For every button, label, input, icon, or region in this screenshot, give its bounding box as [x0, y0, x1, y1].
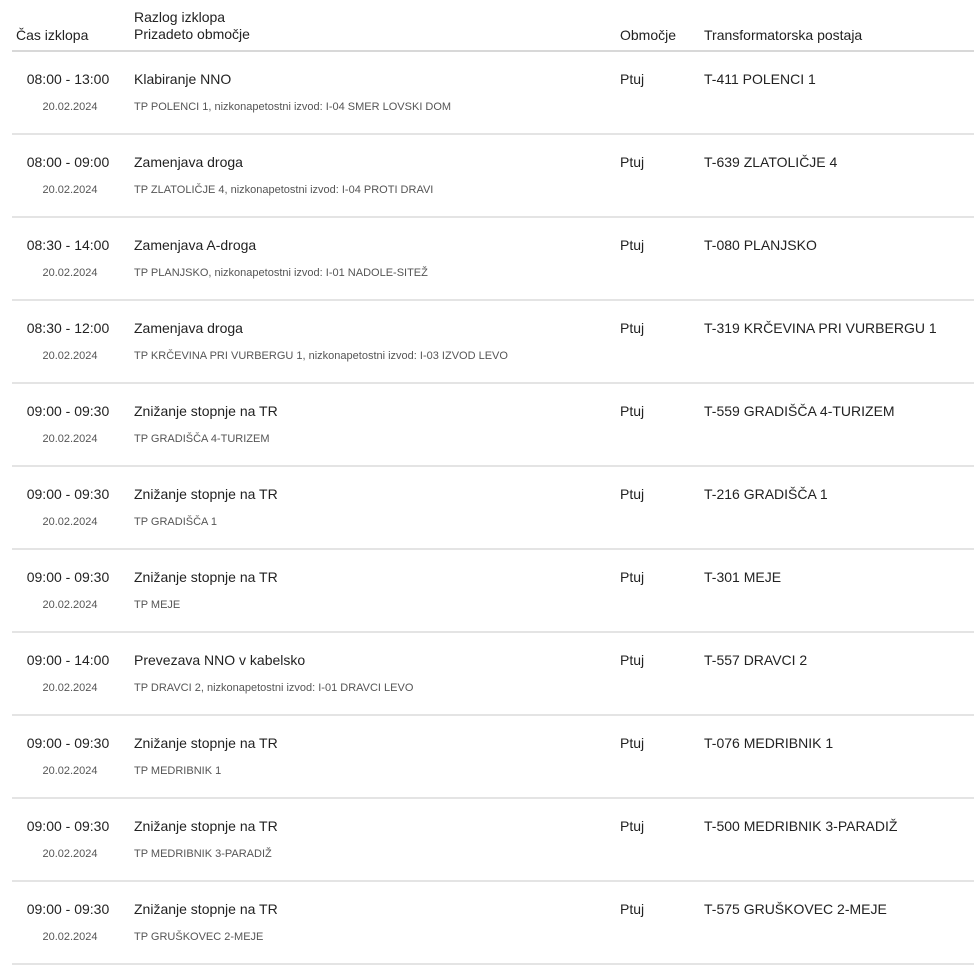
region: Ptuj: [620, 403, 645, 419]
affected-area: TP GRUŠKOVEC 2-MEJE: [134, 931, 264, 943]
region: Ptuj: [620, 818, 645, 834]
outage-reason: Klabiranje NNO: [134, 71, 232, 87]
header-reason-group: [134, 9, 250, 43]
outage-reason: Znižanje stopnje na TR: [134, 403, 278, 419]
table-row: [12, 882, 974, 965]
affected-area: TP MEDRIBNIK 3-PARADIŽ: [134, 848, 272, 860]
table-row: [12, 135, 974, 218]
region: Ptuj: [620, 154, 645, 170]
transformer-station: T-216 GRADIŠČA 1: [704, 486, 828, 502]
table-row: [12, 550, 974, 633]
region: Ptuj: [620, 569, 645, 585]
transformer-station: T-500 MEDRIBNIK 3-PARADIŽ: [704, 818, 898, 834]
outage-reason: Zamenjava droga: [134, 320, 243, 336]
affected-area: TP GRADIŠČA 1: [134, 516, 217, 528]
outage-reason: Znižanje stopnje na TR: [134, 486, 278, 502]
outage-date: 20.02.2024: [42, 101, 98, 113]
region: Ptuj: [620, 320, 645, 336]
table-row: [12, 384, 974, 467]
transformer-station: T-411 POLENCI 1: [704, 71, 816, 87]
outage-time: 08:30 - 14:00: [26, 237, 110, 253]
affected-area: TP ZLATOLIČJE 4, nizkonapetostni izvod: I-04 PROTI DRAVI: [134, 184, 434, 196]
region: Ptuj: [620, 652, 645, 668]
table-row: [12, 716, 974, 799]
affected-area: TP POLENCI 1, nizkonapetostni izvod: I-04 SMER LOVSKI DOM: [134, 101, 452, 113]
transformer-station: T-559 GRADIŠČA 4-TURIZEM: [704, 403, 895, 419]
outage-time: 09:00 - 09:30: [26, 569, 110, 585]
table-body: [12, 52, 974, 965]
outage-date: 20.02.2024: [42, 682, 98, 694]
region: Ptuj: [620, 735, 645, 751]
outage-table: [12, 0, 974, 965]
outage-reason: Zamenjava droga: [134, 154, 243, 170]
header-time: Čas izklopa: [16, 27, 89, 43]
transformer-station: T-301 MEJE: [704, 569, 782, 585]
region: Ptuj: [620, 486, 645, 502]
outage-time: 08:30 - 12:00: [26, 320, 110, 336]
affected-area: TP MEDRIBNIK 1: [134, 765, 222, 777]
outage-date: 20.02.2024: [42, 931, 98, 943]
region: Ptuj: [620, 237, 645, 253]
outage-reason: Znižanje stopnje na TR: [134, 569, 278, 585]
outage-time: 09:00 - 09:30: [26, 403, 110, 419]
table-row: [12, 52, 974, 135]
outage-reason: Znižanje stopnje na TR: [134, 901, 278, 917]
outage-time: 09:00 - 09:30: [26, 486, 110, 502]
header-affected: Prizadeto območje: [134, 26, 250, 42]
outage-date: 20.02.2024: [42, 433, 98, 445]
transformer-station: T-557 DRAVCI 2: [704, 652, 808, 668]
outage-time: 09:00 - 09:30: [26, 735, 110, 751]
outage-reason: Zamenjava A-droga: [134, 237, 257, 253]
outage-reason: Znižanje stopnje na TR: [134, 735, 278, 751]
table-header: [12, 0, 974, 52]
outage-reason: Znižanje stopnje na TR: [134, 818, 278, 834]
transformer-station: T-080 PLANJSKO: [704, 237, 817, 253]
outage-date: 20.02.2024: [42, 350, 98, 362]
transformer-station: T-575 GRUŠKOVEC 2-MEJE: [704, 901, 887, 917]
affected-area: TP PLANJSKO, nizkonapetostni izvod: I-01 NADOLE-SITEŽ: [134, 267, 428, 279]
outage-time: 09:00 - 09:30: [26, 901, 110, 917]
outage-date: 20.02.2024: [42, 267, 98, 279]
outage-reason: Prevezava NNO v kabelsko: [134, 652, 306, 668]
outage-time: 08:00 - 09:00: [26, 154, 110, 170]
table-row: [12, 301, 974, 384]
outage-date: 20.02.2024: [42, 848, 98, 860]
transformer-station: T-319 KRČEVINA PRI VURBERGU 1: [704, 320, 937, 336]
outage-date: 20.02.2024: [42, 516, 98, 528]
outage-time: 09:00 - 14:00: [26, 652, 110, 668]
header-area: Območje: [620, 27, 677, 43]
header-station: Transformatorska postaja: [704, 27, 863, 43]
header-reason: Razlog izklopa: [134, 9, 226, 25]
table-row: [12, 633, 974, 716]
region: Ptuj: [620, 901, 645, 917]
region: Ptuj: [620, 71, 645, 87]
table-row: [12, 218, 974, 301]
affected-area: TP KRČEVINA PRI VURBERGU 1, nizkonapetostni izvod: I-03 IZVOD LEVO: [134, 350, 508, 362]
affected-area: TP GRADIŠČA 4-TURIZEM: [134, 433, 270, 445]
table-row: [12, 467, 974, 550]
outage-date: 20.02.2024: [42, 765, 98, 777]
affected-area: TP MEJE: [134, 599, 181, 611]
outage-time: 09:00 - 09:30: [26, 818, 110, 834]
table-row: [12, 799, 974, 882]
affected-area: TP DRAVCI 2, nizkonapetostni izvod: I-01 DRAVCI LEVO: [134, 682, 414, 694]
transformer-station: T-076 MEDRIBNIK 1: [704, 735, 834, 751]
outage-date: 20.02.2024: [42, 184, 98, 196]
outage-date: 20.02.2024: [42, 599, 98, 611]
outage-time: 08:00 - 13:00: [26, 71, 110, 87]
transformer-station: T-639 ZLATOLIČJE 4: [704, 154, 838, 170]
